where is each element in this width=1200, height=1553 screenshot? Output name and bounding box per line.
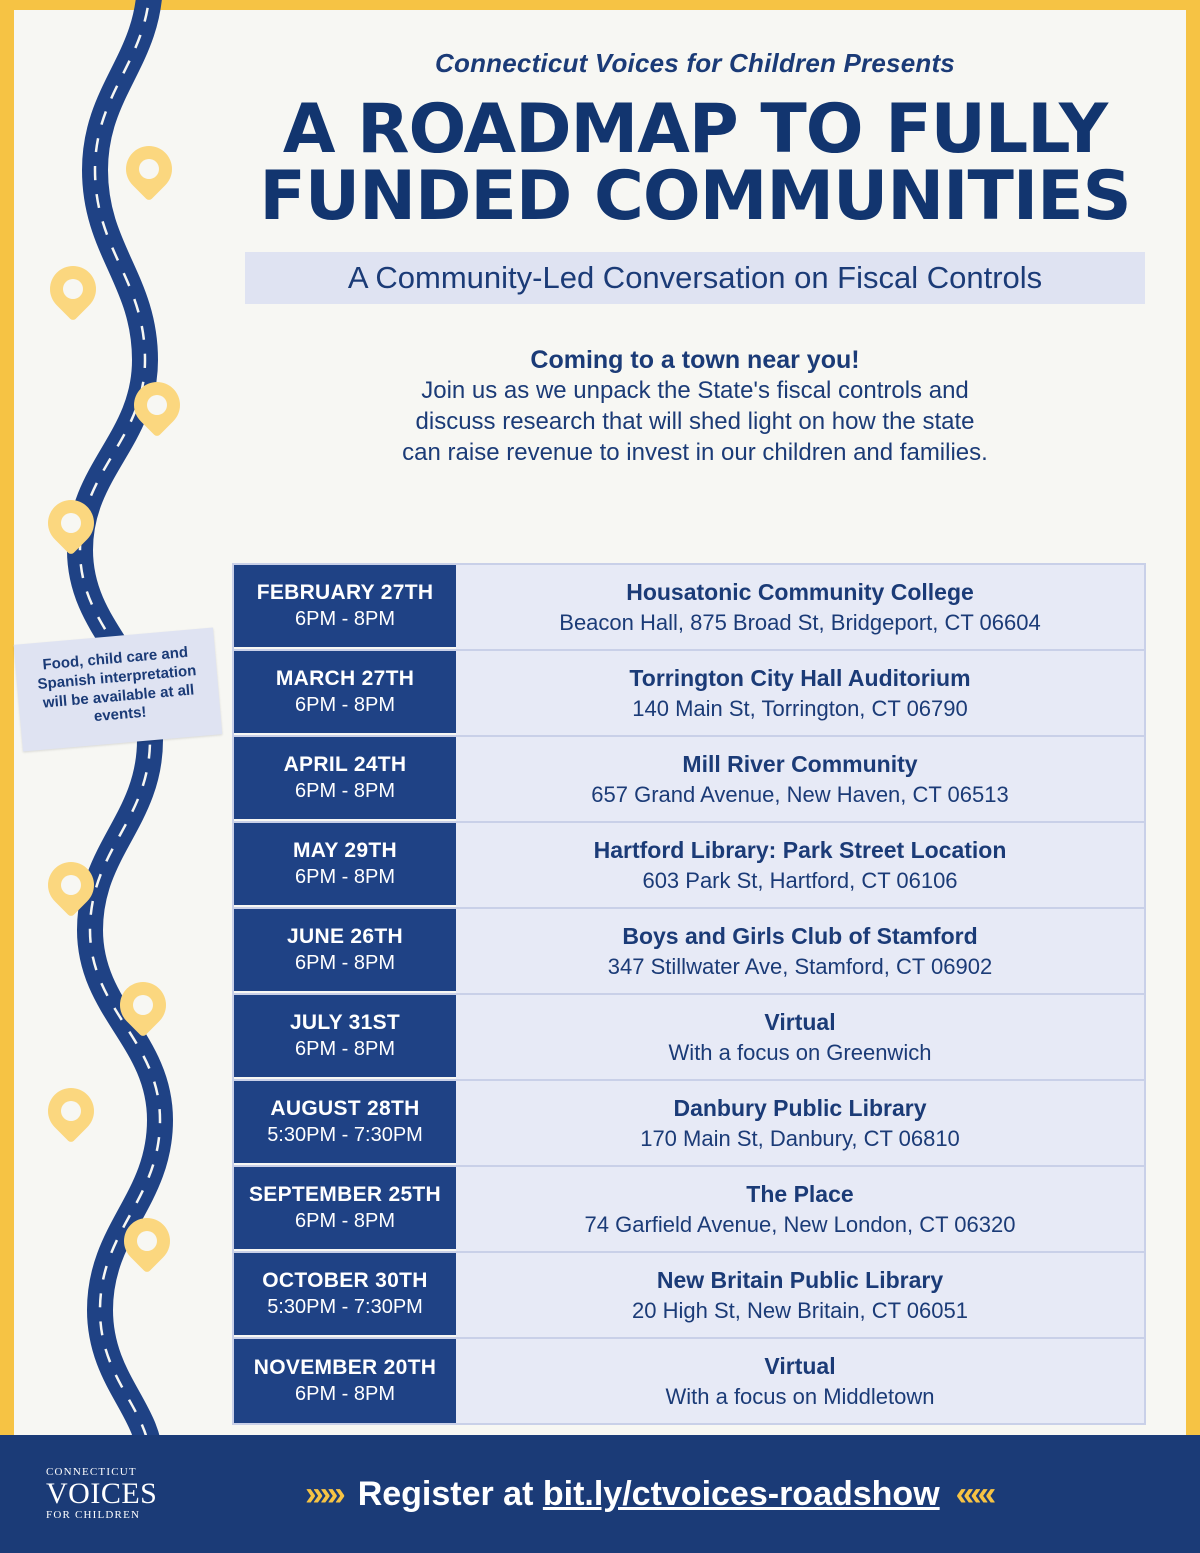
table-row xyxy=(234,565,1144,651)
event-venue: Danbury Public Library xyxy=(673,1094,927,1121)
map-pin-icon xyxy=(116,136,181,201)
event-venue: Mill River Community xyxy=(682,750,918,777)
table-row xyxy=(234,737,1144,823)
border-top xyxy=(0,0,1200,10)
event-venue: Housatonic Community College xyxy=(626,578,974,605)
event-date: JUNE 26TH xyxy=(287,925,403,948)
event-address: 603 Park St, Hartford, CT 06106 xyxy=(642,867,958,893)
event-when xyxy=(234,737,456,821)
intro-headline: Coming to a town near you! xyxy=(530,346,860,375)
event-when xyxy=(234,651,456,735)
event-date: NOVEMBER 20TH xyxy=(253,1356,437,1379)
event-address: With a focus on Middletown xyxy=(665,1383,935,1409)
event-where xyxy=(456,1253,1144,1337)
event-date: MARCH 27TH xyxy=(275,667,415,690)
logo-line-1: CONNECTICUT xyxy=(46,1465,137,1478)
register-link[interactable]: bit.ly/ctvoices-roadshow xyxy=(542,1474,940,1513)
poster-footer xyxy=(0,1435,1200,1553)
event-venue: Virtual xyxy=(764,1008,836,1035)
map-pin-icon xyxy=(124,372,189,437)
event-when xyxy=(234,1339,456,1423)
event-schedule-table xyxy=(232,563,1146,1425)
map-pin-icon xyxy=(110,972,175,1037)
register-prefix: Register at xyxy=(357,1474,543,1513)
intro-line-1: Join us as we unpack the State's fiscal controls and xyxy=(421,377,969,405)
event-when xyxy=(234,909,456,993)
poster-header xyxy=(230,48,1160,468)
title-line-2: FUNDED COMMUNITIES xyxy=(259,156,1131,236)
event-venue: Torrington City Hall Auditorium xyxy=(629,664,971,691)
event-where xyxy=(456,823,1144,907)
page-title xyxy=(230,90,1160,236)
availability-note: Food, child care and Spanish interpretation will be available at all events! xyxy=(14,627,223,751)
event-when xyxy=(234,823,456,907)
presenter-line: Connecticut Voices for Children Presents xyxy=(435,48,955,78)
event-address: 347 Stillwater Ave, Stamford, CT 06902 xyxy=(607,953,993,979)
border-left xyxy=(0,0,14,1553)
register-callout[interactable] xyxy=(157,1475,1140,1514)
intro-line-3: can raise revenue to invest in our children and families. xyxy=(402,438,988,466)
chevrons-right-icon: ››››› xyxy=(305,1474,342,1513)
map-pin-icon xyxy=(38,490,103,555)
border-right xyxy=(1186,0,1200,1553)
event-time: 6PM - 8PM xyxy=(294,1038,396,1060)
event-date: FEBRUARY 27TH xyxy=(256,581,434,604)
event-address: 170 Main St, Danbury, CT 06810 xyxy=(640,1125,960,1151)
event-date: MAY 29TH xyxy=(293,839,397,862)
event-time: 6PM - 8PM xyxy=(294,694,396,716)
map-pin-icon xyxy=(38,852,103,917)
table-row xyxy=(234,995,1144,1081)
title-line-1: A ROADMAP TO FULLY xyxy=(282,90,1108,169)
event-time: 5:30PM - 7:30PM xyxy=(267,1124,423,1146)
event-time: 6PM - 8PM xyxy=(294,1383,396,1405)
event-venue: Boys and Girls Club of Stamford xyxy=(622,922,978,949)
event-address: With a focus on Greenwich xyxy=(668,1039,932,1065)
event-time: 6PM - 8PM xyxy=(294,780,396,802)
logo-line-2: VOICES xyxy=(46,1477,158,1511)
map-pin-icon xyxy=(40,256,105,321)
event-where xyxy=(456,909,1144,993)
event-date: APRIL 24TH xyxy=(283,753,407,776)
table-row xyxy=(234,823,1144,909)
event-where xyxy=(456,995,1144,1079)
event-date: AUGUST 28TH xyxy=(270,1097,420,1120)
event-where xyxy=(456,565,1144,649)
logo-line-3: FOR CHILDREN xyxy=(46,1508,141,1521)
table-row xyxy=(234,1167,1144,1253)
event-venue: Hartford Library: Park Street Location xyxy=(593,836,1007,863)
event-address: Beacon Hall, 875 Broad St, Bridgeport, CT 06604 xyxy=(559,609,1041,635)
event-date: OCTOBER 30TH xyxy=(262,1269,428,1292)
event-venue: Virtual xyxy=(764,1352,836,1379)
map-pin-icon xyxy=(114,1208,179,1273)
event-address: 140 Main St, Torrington, CT 06790 xyxy=(632,695,968,721)
map-pin-icon xyxy=(38,1078,103,1143)
page-subtitle: A Community-Led Conversation on Fiscal Controls xyxy=(347,260,1043,296)
event-when xyxy=(234,1081,456,1165)
event-time: 6PM - 8PM xyxy=(294,866,396,888)
event-when xyxy=(234,995,456,1079)
event-where xyxy=(456,737,1144,821)
intro-text xyxy=(230,344,1160,468)
event-address: 74 Garfield Avenue, New London, CT 06320 xyxy=(584,1211,1016,1237)
table-row xyxy=(234,1253,1144,1339)
table-row xyxy=(234,1339,1144,1423)
event-time: 5:30PM - 7:30PM xyxy=(267,1296,423,1318)
event-address: 20 High St, New Britain, CT 06051 xyxy=(632,1297,968,1323)
event-date: JULY 31ST xyxy=(289,1011,401,1034)
register-label xyxy=(358,1475,940,1514)
event-when xyxy=(234,1167,456,1251)
event-venue: New Britain Public Library xyxy=(656,1266,944,1293)
event-venue: The Place xyxy=(746,1180,854,1207)
event-where xyxy=(456,1081,1144,1165)
event-where xyxy=(456,651,1144,735)
table-row xyxy=(234,651,1144,737)
event-when xyxy=(234,1253,456,1337)
event-time: 6PM - 8PM xyxy=(294,1210,396,1232)
table-row xyxy=(234,909,1144,995)
organization-logo xyxy=(46,1467,157,1522)
event-where xyxy=(456,1167,1144,1251)
event-when xyxy=(234,565,456,649)
event-address: 657 Grand Avenue, New Haven, CT 06513 xyxy=(591,781,1009,807)
event-time: 6PM - 8PM xyxy=(294,952,396,974)
intro-line-2: discuss research that will shed light on how the state xyxy=(415,407,975,435)
event-date: SEPTEMBER 25TH xyxy=(248,1183,442,1206)
table-row xyxy=(234,1081,1144,1167)
event-where xyxy=(456,1339,1144,1423)
event-time: 6PM - 8PM xyxy=(294,608,396,630)
chevrons-left-icon: ‹‹‹‹‹ xyxy=(955,1474,993,1513)
subtitle-band xyxy=(245,252,1145,304)
